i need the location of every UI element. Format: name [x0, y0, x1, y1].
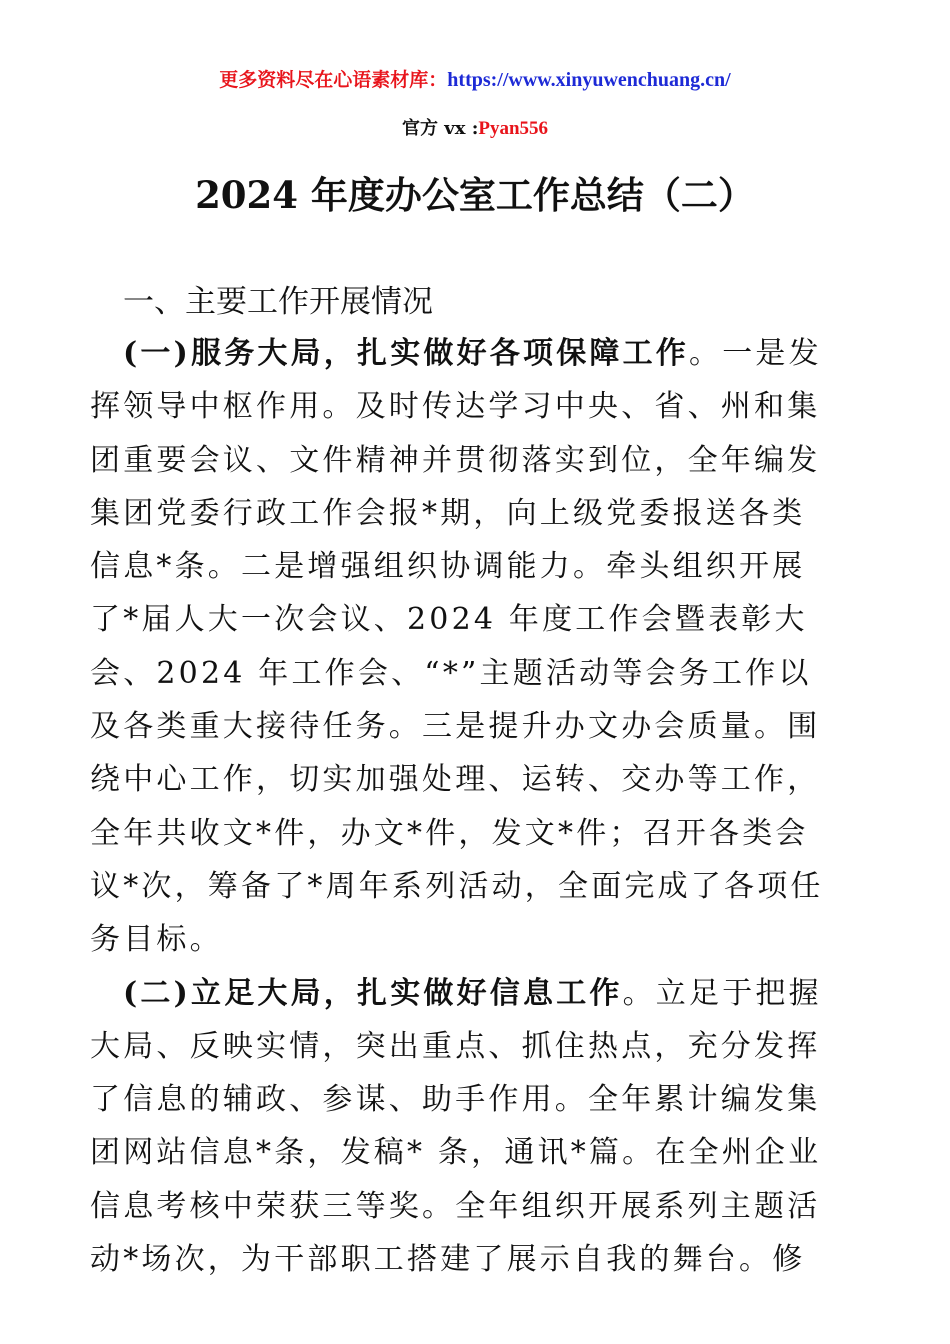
- body-line-text: 务目标。: [90, 922, 223, 958]
- body-line: [90, 753, 865, 806]
- body-line-text: 挥领导中枢作用。及时传达学习中央、省、州和集: [90, 389, 821, 425]
- body-line-text: 团重要会议、文件精神并贯彻落实到位，全年编发: [90, 442, 821, 478]
- body-line: [90, 700, 865, 753]
- body-line-text: 集团党委行政工作会报*期，向上级党委报送各类: [90, 495, 806, 531]
- promo-banner: [0, 66, 950, 94]
- body-text: [90, 327, 865, 1286]
- body-line-text: 信息*条。二是增强组织协调能力。牵头组织开展: [90, 549, 806, 585]
- contact-id: Pyan556: [478, 118, 549, 139]
- body-line: [90, 434, 865, 487]
- body-line-text: 会、2024 年工作会、“*”主题活动等会务工作以: [90, 655, 812, 691]
- contact-line: [0, 115, 950, 143]
- body-line: [90, 380, 865, 433]
- body-line: [90, 1180, 865, 1233]
- promo-link[interactable]: https://www.xinyuwenchuang.cn/: [447, 69, 731, 91]
- body-line: [90, 540, 865, 593]
- body-line: [90, 1126, 865, 1179]
- body-line-text: 信息考核中荣获三等奖。全年组织开展系列主题活: [90, 1188, 821, 1224]
- body-line: [90, 647, 865, 700]
- body-line: [90, 593, 865, 646]
- document-title: 2024 年度办公室工作总结（二）: [195, 173, 755, 217]
- promo-text: 更多资料尽在心语素材库：: [219, 69, 448, 91]
- body-line: [90, 1073, 865, 1126]
- body-line-text: 绕中心工作，切实加强处理、运转、交办等工作，: [90, 762, 821, 798]
- body-line-text: 议*次，筹备了*周年系列活动，全面完成了各项任: [90, 868, 824, 904]
- body-line: [90, 327, 865, 380]
- body-line: [90, 860, 865, 913]
- body-line-text: 了信息的辅政、参谋、助手作用。全年累计编发集: [90, 1082, 821, 1118]
- body-line: [90, 967, 865, 1020]
- body-line: [90, 807, 865, 860]
- section-heading: 一、主要工作开展情况: [123, 284, 433, 320]
- subsection-heading: (一)服务大局，扎实做好各项保障工作: [123, 336, 689, 371]
- body-line-text: 全年共收文*件，办文*件，发文*件；召开各类会: [90, 815, 809, 851]
- body-line: [90, 913, 865, 966]
- subsection-heading: (二)立足大局，扎实做好信息工作: [123, 975, 623, 1011]
- body-line-text: 大局、反映实情，突出重点、抓住热点，充分发挥: [90, 1028, 821, 1064]
- body-line-text: 团网站信息*条，发稿* 条，通讯*篇。在全州企业: [90, 1135, 822, 1171]
- body-line: [90, 487, 865, 540]
- body-line-text: 。立足于把握: [622, 975, 822, 1011]
- body-line-text: 。一是发: [689, 336, 822, 371]
- body-line: [90, 1020, 865, 1073]
- body-line: [90, 1233, 865, 1286]
- contact-label: 官方 vx :: [401, 118, 479, 139]
- body-line-text: 了*届人大一次会议、2024 年度工作会暨表彰大: [90, 602, 808, 638]
- body-line-text: 动*场次，为干部职工搭建了展示自我的舞台。修: [90, 1242, 806, 1278]
- body-line-text: 及各类重大接待任务。三是提升办文办会质量。围: [90, 709, 821, 745]
